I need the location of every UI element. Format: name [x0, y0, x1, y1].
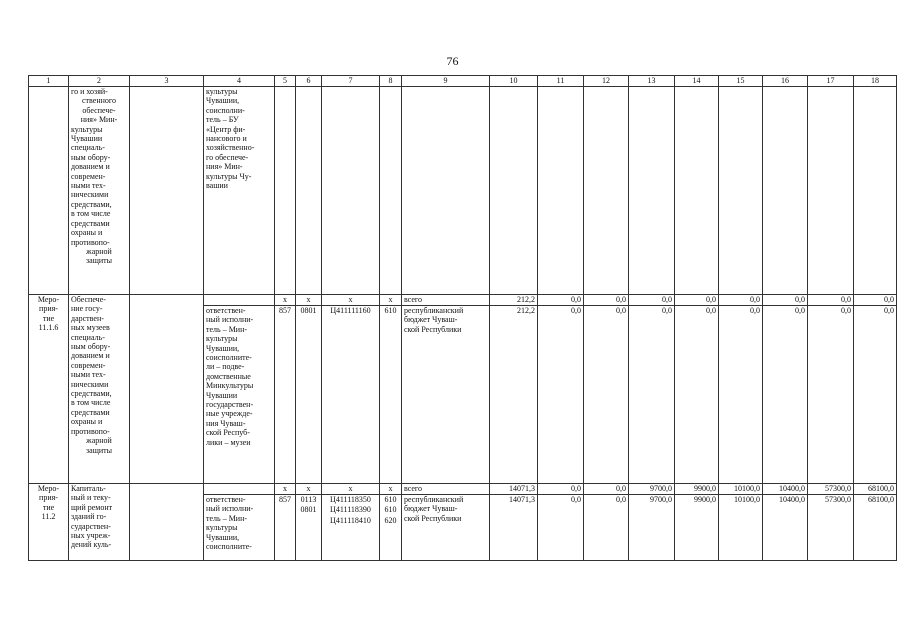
budget-table — [28, 75, 897, 561]
measure-description-cell — [69, 295, 130, 484]
executor-line: тель – Мин- — [206, 513, 248, 523]
measure-label-line: Меро- — [37, 295, 60, 304]
description-line: ным обору- — [71, 342, 111, 352]
amount-cell: 0,0 — [719, 306, 763, 484]
measure-total-row — [29, 295, 897, 306]
continued-row — [29, 87, 897, 295]
executor-line: нансового и — [206, 134, 247, 144]
funding-source: всего — [402, 295, 490, 306]
amount-cell: 57300,0 — [808, 484, 854, 495]
amount-cell: 9900,0 — [675, 484, 719, 495]
amount-cell: 0,0 — [584, 495, 629, 561]
executor-cell — [204, 295, 275, 306]
description-line: средствами — [71, 218, 110, 228]
column-number: 6 — [296, 76, 322, 87]
empty-cell — [380, 87, 402, 295]
amount-cell: 0,0 — [675, 295, 719, 306]
amount-cell: 0,0 — [808, 295, 854, 306]
empty-cell — [854, 87, 897, 295]
executor-line: культуры Чу- — [206, 171, 252, 181]
description-line: противопо- — [71, 426, 110, 436]
target-code-cell — [322, 495, 380, 561]
description-line: ных музеев — [71, 323, 110, 333]
column-number-row — [29, 76, 897, 87]
description-line: Обеспече- — [71, 295, 106, 304]
empty-cell — [130, 87, 204, 295]
column-number: 2 — [69, 76, 130, 87]
description-line: современ- — [71, 360, 106, 370]
target-code: Ц411118350 — [330, 495, 371, 504]
section-code: 0113 — [300, 495, 317, 504]
measure-description-cell — [69, 484, 130, 561]
column-number: 17 — [808, 76, 854, 87]
section-code: 0801 — [296, 306, 322, 484]
description-line: Капиталь- — [71, 484, 106, 493]
executor-line: ответствен- — [206, 495, 246, 504]
executor-line: ской Респуб- — [206, 428, 250, 438]
target-code: Ц411118410 — [330, 515, 371, 525]
ministry-code: 857 — [275, 495, 296, 561]
ministry-code: x — [275, 295, 296, 306]
section-code-cell — [296, 495, 322, 561]
funding-source-line: бюджет Чуваш- — [404, 504, 458, 514]
amount-cell: 0,0 — [854, 295, 897, 306]
measure-label-cell — [29, 87, 69, 295]
measure-label-line: 11.1.6 — [38, 323, 59, 333]
description-line: средствами, — [71, 389, 112, 399]
empty-cell — [296, 87, 322, 295]
description-line: жарной — [86, 246, 112, 256]
expense-type-code: x — [380, 295, 402, 306]
amount-cell: 0,0 — [538, 484, 584, 495]
executor-line: культуры — [206, 523, 238, 533]
description-line: ными тех- — [71, 181, 106, 191]
amount-cell: 14071,3 — [490, 495, 538, 561]
page-number: 76 — [446, 54, 459, 68]
description-line: ный и теку- — [71, 493, 111, 503]
amount-cell: 0,0 — [763, 295, 808, 306]
description-line: ние госу- — [71, 304, 103, 314]
column-number: 4 — [204, 76, 275, 87]
empty-cell — [322, 87, 380, 295]
measure-label-line: тие — [42, 502, 55, 512]
description-line: сударствен- — [71, 521, 111, 531]
executor-line: лики – музеи — [206, 437, 251, 447]
executor-line: Чувашии, — [206, 343, 240, 353]
amount-cell: 0,0 — [854, 306, 897, 484]
target-code: x — [322, 295, 380, 306]
description-line: специаль- — [71, 143, 105, 153]
column-number: 11 — [538, 76, 584, 87]
executor-line: домственные — [206, 371, 251, 381]
empty-cell — [538, 87, 584, 295]
description-line: в том числе — [71, 398, 111, 408]
column-number: 10 — [490, 76, 538, 87]
expense-type-code: 610 — [384, 505, 397, 515]
empty-cell — [490, 87, 538, 295]
description-line: дованием и — [71, 351, 110, 361]
description-line: ническими — [71, 190, 109, 200]
executor-cell — [204, 495, 275, 561]
amount-cell: 212,2 — [490, 295, 538, 306]
column-number: 9 — [402, 76, 490, 87]
amount-cell: 10400,0 — [763, 484, 808, 495]
description-line: го и хозяй- — [71, 87, 108, 96]
amount-cell: 0,0 — [719, 295, 763, 306]
description-line: в том числе — [71, 209, 111, 219]
amount-cell: 0,0 — [538, 295, 584, 306]
expense-type-code: 610 — [384, 495, 397, 504]
amount-cell: 68100,0 — [854, 495, 897, 561]
executor-line: тель – Мин- — [206, 324, 248, 334]
column-number: 7 — [322, 76, 380, 87]
executor-line: хозяйственно- — [206, 143, 255, 153]
description-line: культуры — [71, 124, 103, 134]
amount-cell: 212,2 — [490, 306, 538, 484]
description-line: ных учреж- — [71, 531, 111, 541]
executor-line: ния» Мин- — [206, 162, 243, 172]
executor-line: ные учрежде- — [206, 409, 253, 419]
amount-cell: 9700,0 — [629, 495, 675, 561]
description-line: дарствен- — [71, 313, 104, 323]
amount-cell: 0,0 — [808, 306, 854, 484]
description-line: средствами — [71, 407, 110, 417]
amount-cell: 0,0 — [584, 295, 629, 306]
description-line: ным обору- — [71, 152, 111, 162]
description-line: современ- — [71, 171, 106, 181]
description-line: ническими — [71, 379, 109, 389]
amount-cell: 0,0 — [538, 306, 584, 484]
measure-label-line: прия- — [39, 304, 58, 314]
column-number: 15 — [719, 76, 763, 87]
amount-cell: 57300,0 — [808, 495, 854, 561]
measure-total-row — [29, 484, 897, 495]
executor-line: вашии — [206, 181, 228, 191]
description-line: дованием и — [71, 162, 110, 172]
amount-cell: 9700,0 — [629, 484, 675, 495]
description-line: дений куль- — [71, 540, 112, 550]
executor-line: ответствен- — [206, 306, 246, 315]
executor-line: соисполните- — [206, 353, 252, 363]
executor-cell — [204, 87, 275, 295]
funding-source-line: республиканский — [404, 306, 464, 315]
measure-label-line: Меро- — [37, 484, 60, 493]
description-line: зданий го- — [71, 512, 107, 522]
description-line: защиты — [85, 445, 113, 455]
measure-label-cell — [29, 484, 69, 561]
amount-cell: 68100,0 — [854, 484, 897, 495]
executor-line: Чувашии, — [206, 532, 240, 542]
executor-line: соисполните- — [206, 542, 252, 552]
empty-cell — [808, 87, 854, 295]
executor-cell — [204, 306, 275, 484]
empty-cell — [275, 87, 296, 295]
funding-source-line: республиканский — [404, 495, 464, 504]
funding-source — [402, 495, 490, 561]
description-line: щий ремонт — [71, 502, 113, 512]
description-line: обеспече- — [82, 105, 116, 115]
ministry-code: x — [275, 484, 296, 495]
amount-cell: 10100,0 — [719, 484, 763, 495]
amount-cell: 0,0 — [584, 306, 629, 484]
executor-line: ли – подве- — [206, 362, 245, 372]
column-number: 12 — [584, 76, 629, 87]
executor-line: го обеспече- — [206, 152, 249, 162]
amount-cell: 14071,3 — [490, 484, 538, 495]
empty-cell — [130, 295, 204, 484]
description-line: охраны и — [71, 417, 103, 427]
description-line: средствами, — [71, 199, 112, 209]
column-number: 5 — [275, 76, 296, 87]
column-number: 3 — [130, 76, 204, 87]
description-line: ными тех- — [71, 370, 106, 380]
executor-line: соисполни- — [206, 105, 245, 115]
target-code: Ц411111160 — [322, 306, 380, 484]
amount-cell: 0,0 — [675, 306, 719, 484]
funding-source: всего — [402, 484, 490, 495]
funding-source — [402, 306, 490, 484]
measure-label-line: тие — [42, 313, 55, 323]
amount-cell: 0,0 — [584, 484, 629, 495]
column-number: 13 — [629, 76, 675, 87]
measure-label-cell — [29, 295, 69, 484]
executor-line: культуры — [206, 334, 238, 344]
amount-cell: 0,0 — [763, 306, 808, 484]
measure-description-cell — [69, 87, 130, 295]
executor-line: ный исполни- — [206, 504, 254, 514]
description-line: жарной — [86, 436, 112, 446]
column-number: 16 — [763, 76, 808, 87]
executor-line: ния Чуваш- — [206, 418, 246, 428]
description-line: специаль- — [71, 332, 105, 342]
column-number: 14 — [675, 76, 719, 87]
description-line: Чувашии — [71, 134, 103, 144]
description-line: противопо- — [71, 237, 110, 247]
empty-cell — [719, 87, 763, 295]
description-line: защиты — [85, 256, 113, 266]
funding-source-line: ской Республики — [404, 324, 462, 334]
empty-cell — [402, 87, 490, 295]
executor-line: тель – БУ — [206, 115, 239, 125]
description-line: ния» Мин- — [80, 115, 118, 125]
ministry-code: 857 — [275, 306, 296, 484]
empty-cell — [675, 87, 719, 295]
amount-cell: 10100,0 — [719, 495, 763, 561]
measure-label-line: 11.2 — [41, 512, 56, 522]
executor-line: «Центр фи- — [206, 124, 246, 134]
target-code: x — [322, 484, 380, 495]
amount-cell: 0,0 — [538, 495, 584, 561]
description-line: ственного — [82, 96, 116, 106]
executor-line: Чувашии, — [206, 96, 240, 106]
executor-line: государствен- — [206, 400, 254, 410]
funding-source-line: ской Республики — [404, 513, 462, 523]
expense-type-code: x — [380, 484, 402, 495]
amount-cell: 0,0 — [629, 295, 675, 306]
column-number: 8 — [380, 76, 402, 87]
description-line: охраны и — [71, 228, 103, 238]
target-code: Ц411118390 — [330, 505, 371, 515]
section-code: 0801 — [300, 505, 317, 515]
executor-cell — [204, 484, 275, 495]
amount-cell: 10400,0 — [763, 495, 808, 561]
executor-line: Чувашии — [206, 390, 238, 400]
measure-label-line: прия- — [39, 493, 58, 503]
section-code: x — [296, 484, 322, 495]
expense-type-code: 610 — [380, 306, 402, 484]
column-number: 1 — [29, 76, 69, 87]
amount-cell: 9900,0 — [675, 495, 719, 561]
funding-source-line: бюджет Чуваш- — [404, 315, 458, 325]
expense-type-code: 620 — [384, 515, 397, 525]
empty-cell — [584, 87, 629, 295]
executor-line: Минкультуры — [206, 381, 254, 391]
amount-cell: 0,0 — [629, 306, 675, 484]
executor-line: ный исполни- — [206, 315, 254, 325]
empty-cell — [763, 87, 808, 295]
empty-cell — [130, 484, 204, 561]
column-number: 18 — [854, 76, 897, 87]
empty-cell — [629, 87, 675, 295]
executor-line: культуры — [206, 87, 238, 96]
section-code: x — [296, 295, 322, 306]
expense-type-code-cell — [380, 495, 402, 561]
